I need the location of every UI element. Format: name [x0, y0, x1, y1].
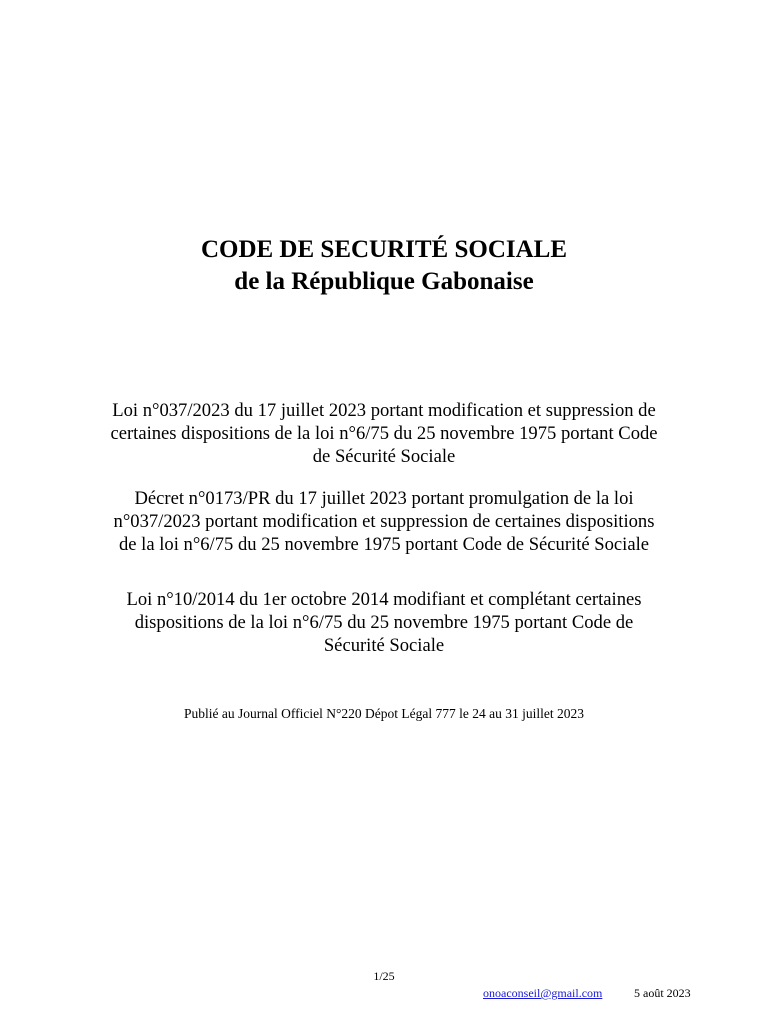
- decree-line-1: Décret n°0173/PR du 17 juillet 2023 portant promulgation de la loi: [134, 488, 634, 509]
- law-1-line-1: Loi n°037/2023 du 17 juillet 2023 portant modification et suppression de: [112, 400, 656, 421]
- law-1-line-2: certaines dispositions de la loi n°6/75 du 25 novembre 1975 portant Code: [110, 423, 658, 444]
- decree-paragraph: [60, 487, 708, 556]
- publication-note: Publié au Journal Officiel N°220 Dépot Légal 777 le 24 au 31 juillet 2023: [184, 706, 584, 721]
- law-1-line-3: de Sécurité Sociale: [312, 446, 456, 467]
- footer-date: 5 août 2023: [634, 986, 691, 1000]
- page-number: 1/25: [373, 969, 395, 983]
- title-line-1: CODE DE SECURITÉ SOCIALE: [200, 236, 568, 263]
- footer-email-link[interactable]: onoaconseil@gmail.com: [483, 986, 603, 1000]
- law-paragraph-2014: [60, 588, 708, 657]
- document-title: [0, 234, 768, 298]
- law-2014-line-2: dispositions de la loi n°6/75 du 25 novembre 1975 portant Code de: [134, 612, 634, 633]
- law-2014-line-3: Sécurité Sociale: [323, 635, 445, 656]
- title-line-2: de la République Gabonaise: [234, 268, 534, 295]
- decree-line-2: n°037/2023 portant modification et suppression de certaines dispositions: [113, 511, 655, 532]
- law-paragraph-1: [60, 399, 708, 468]
- law-2014-line-1: Loi n°10/2014 du 1er octobre 2014 modifiant et complétant certaines: [126, 589, 642, 610]
- decree-line-3: de la loi n°6/75 du 25 novembre 1975 portant Code de Sécurité Sociale: [118, 534, 649, 555]
